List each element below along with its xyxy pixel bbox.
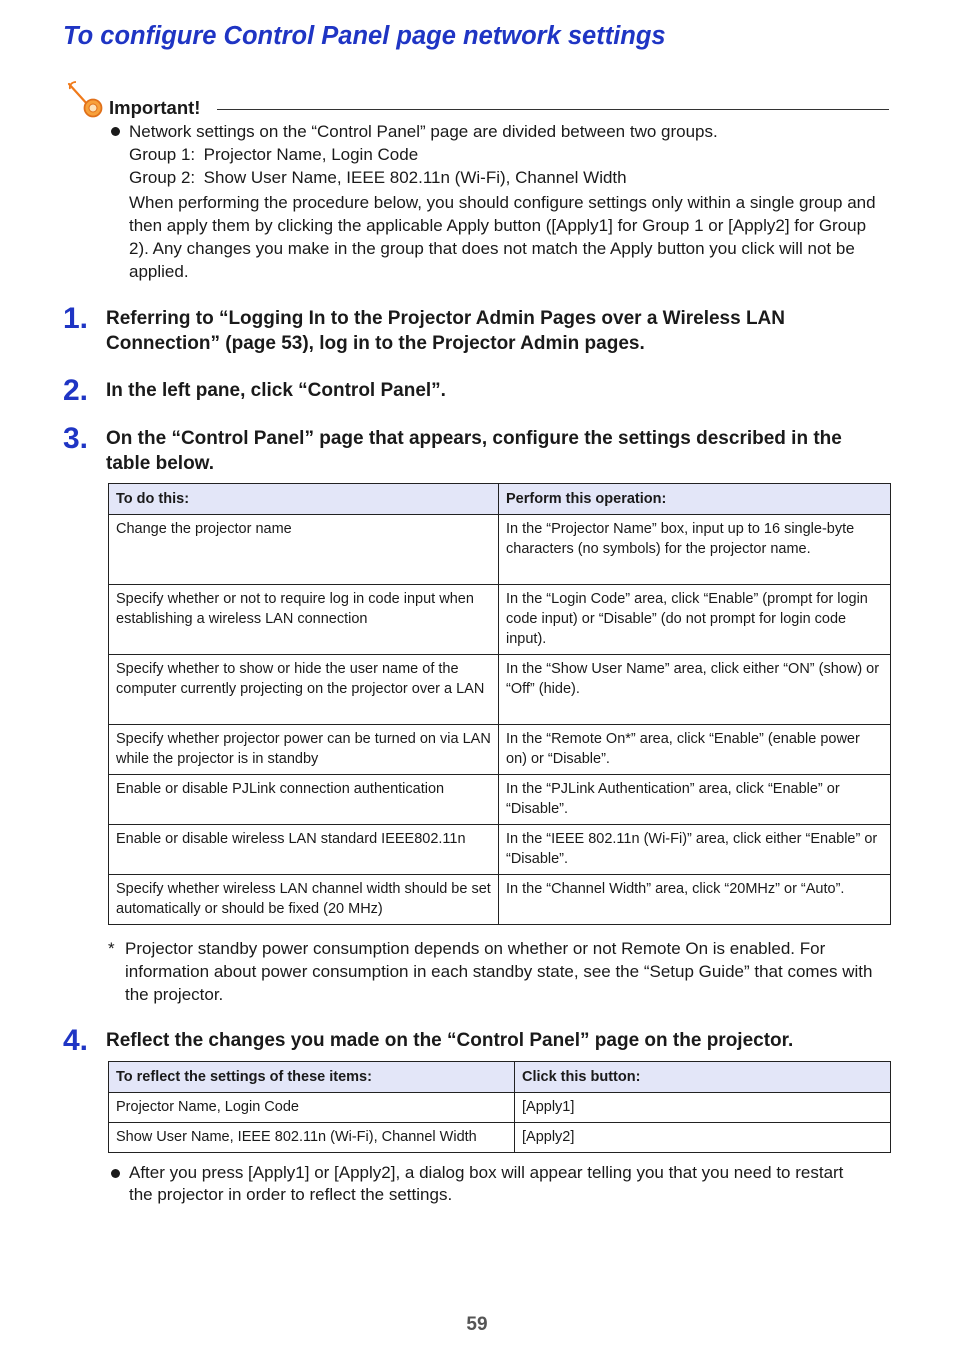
- page-number: 59: [466, 1314, 488, 1335]
- after-note: [110, 1162, 870, 1206]
- step-text: Reflect the changes you made on the “Control Panel” page on the projector.: [106, 1030, 794, 1051]
- table-cell: Enable or disable wireless LAN standard IEEE802.11n: [109, 825, 499, 875]
- important-note: When performing the procedure below, you should configure settings only within a single group and then apply them by clicking the applicable Apply button ([Apply1] for Group 1 or [Apply2] for Group 2). Any changes you make in the group that does not match the Apply button you click will not be applied.: [129, 193, 876, 281]
- after-note-text: After you press [Apply1] or [Apply2], a dialog box will appear telling you that you need to restart the projector in order to reflect the settings.: [129, 1163, 844, 1204]
- table-row: [109, 1093, 891, 1123]
- table-cell: In the “Remote On*” area, click “Enable” (enable power on) or “Disable”.: [499, 725, 891, 775]
- step-text: On the “Control Panel” page that appears, configure the settings described in the table below.: [106, 428, 842, 474]
- table-cell: [Apply2]: [515, 1123, 891, 1153]
- step-number: 4.: [63, 1024, 89, 1057]
- group1-line: Group 1: Projector Name, Login Code: [129, 145, 419, 164]
- footnote-mark: *: [108, 939, 115, 958]
- table-row: [109, 655, 891, 725]
- table-header: Click this button:: [515, 1062, 891, 1093]
- table-cell: In the “Login Code” area, click “Enable” (prompt for login code input) or “Disable” (do not prompt for login code input).: [499, 585, 891, 655]
- table-cell: Specify whether projector power can be turned on via LAN while the projector is in standby: [109, 725, 499, 775]
- table-header-row: [109, 484, 891, 515]
- table-header-row: [109, 1062, 891, 1093]
- table-row: [109, 775, 891, 825]
- bullet-dot-icon: [111, 127, 120, 136]
- step-text: Referring to “Logging In to the Projector Admin Pages over a Wireless LAN Connection” (page 53), log in to the Projector Admin pages.: [106, 308, 785, 354]
- important-divider: [217, 109, 889, 110]
- table-cell: In the “Show User Name” area, click either “ON” (show) or “Off” (hide).: [499, 655, 891, 725]
- table-row: [109, 825, 891, 875]
- table-cell: Specify whether to show or hide the user name of the computer currently projecting on the projector over a LAN: [109, 655, 499, 725]
- table-row: [109, 585, 891, 655]
- group2-line: Group 2: Show User Name, IEEE 802.11n (Wi-Fi), Channel Width: [129, 168, 627, 187]
- table-row: [109, 515, 891, 585]
- table-header: Perform this operation:: [499, 484, 891, 515]
- table-cell: In the “PJLink Authentication” area, click “Enable” or “Disable”.: [499, 775, 891, 825]
- table-row: [109, 1123, 891, 1153]
- table-header: To do this:: [109, 484, 499, 515]
- table-cell: Show User Name, IEEE 802.11n (Wi-Fi), Channel Width: [109, 1123, 515, 1153]
- table-row: [109, 725, 891, 775]
- step-number: 1.: [63, 302, 89, 335]
- after-bullet: [110, 1162, 870, 1206]
- table-cell: Specify whether or not to require log in code input when establishing a wireless LAN connection: [109, 585, 499, 655]
- step-text: In the left pane, click “Control Panel”.: [106, 380, 446, 401]
- table-cell: In the “Channel Width” area, click “20MHz” or “Auto”.: [499, 875, 891, 925]
- important-bullet: [110, 120, 880, 143]
- table-header: To reflect the settings of these items:: [109, 1062, 515, 1093]
- pushpin-icon: [66, 80, 104, 118]
- important-label: Important!: [109, 97, 201, 118]
- footnote: [108, 937, 888, 1006]
- important-block: [110, 120, 880, 283]
- page-title: To configure Control Panel page network settings: [63, 22, 666, 50]
- table-cell: [Apply1]: [515, 1093, 891, 1123]
- table-cell: Specify whether wireless LAN channel width should be set automatically or should be fixed (20 MHz): [109, 875, 499, 925]
- footnote-text: Projector standby power consumption depends on whether or not Remote On is enabled. For information about power consumption in each standby state, see the “Setup Guide” that comes with the projector.: [125, 939, 873, 1004]
- table-cell: Change the projector name: [109, 515, 499, 585]
- step-number: 3.: [63, 422, 89, 455]
- important-bullet-text: Network settings on the “Control Panel” page are divided between two groups.: [129, 122, 718, 141]
- settings-table: [108, 483, 891, 925]
- table-cell: Enable or disable PJLink connection authentication: [109, 775, 499, 825]
- table-cell: Projector Name, Login Code: [109, 1093, 515, 1123]
- table-cell: In the “Projector Name” box, input up to 16 single-byte characters (no symbols) for the projector name.: [499, 515, 891, 585]
- step-number: 2.: [63, 374, 89, 407]
- bullet-dot-icon: [111, 1169, 120, 1178]
- apply-table: [108, 1061, 891, 1153]
- table-cell: In the “IEEE 802.11n (Wi-Fi)” area, click either “Enable” or “Disable”.: [499, 825, 891, 875]
- table-row: [109, 875, 891, 925]
